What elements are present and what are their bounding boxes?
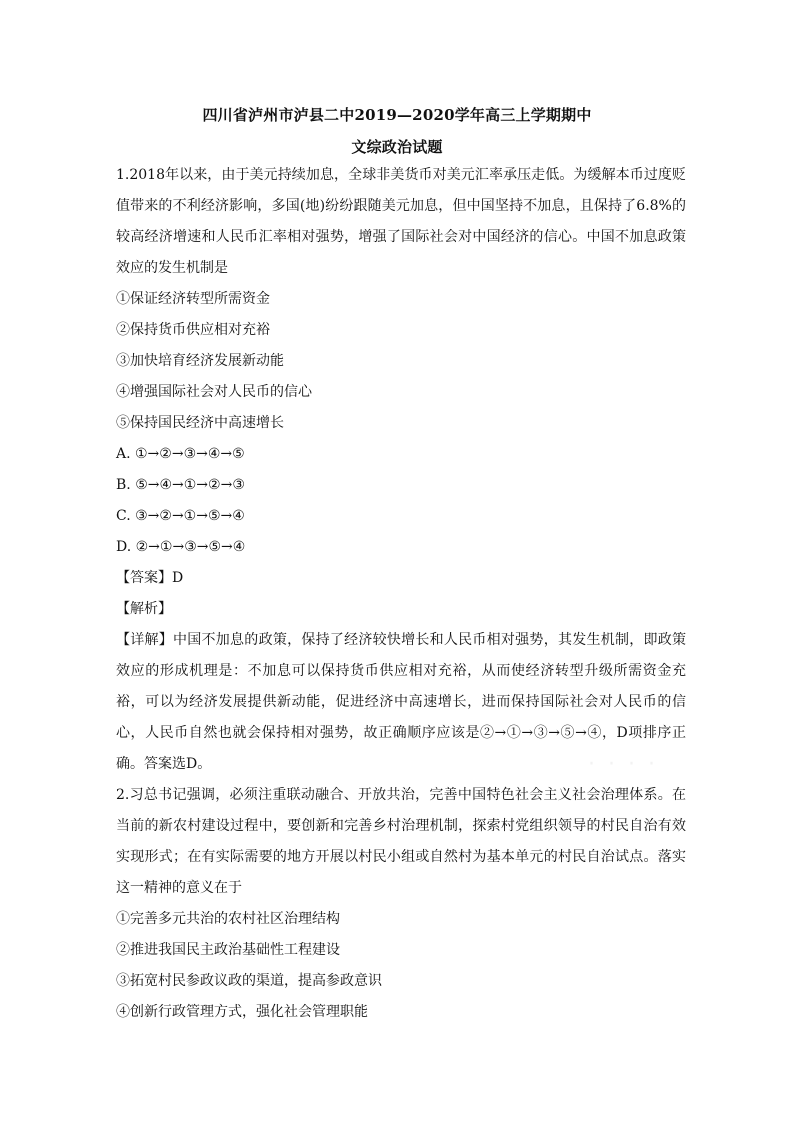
watermark: · · · · xyxy=(588,752,658,777)
question-1-option-c: C. ③→②→①→⑤→④ xyxy=(116,508,245,524)
document-title: 四川省泸州市泸县二中2019—2020学年高三上学期期中 xyxy=(202,106,592,124)
question-1-item-3: ③加快培育经济发展新动能 xyxy=(116,353,284,369)
question-1-option-b: B. ⑤→④→①→②→③ xyxy=(116,477,245,493)
question-2-item-3: ③拓宽村民参政议政的渠道，提高参政意识 xyxy=(116,973,382,989)
question-1-option-a: A. ①→②→③→④→⑤ xyxy=(116,446,245,462)
document-subtitle: 文综政治试题 xyxy=(351,138,443,156)
question-1-item-5: ⑤保持国民经济中高速增长 xyxy=(116,415,284,431)
question-2-item-4: ④创新行政管理方式，强化社会管理职能 xyxy=(116,1004,368,1020)
question-1-item-1: ①保证经济转型所需资金 xyxy=(116,291,270,307)
question-1-option-d: D. ②→①→③→⑤→④ xyxy=(116,539,246,555)
question-2-item-1: ①完善多元共治的农村社区治理结构 xyxy=(116,911,340,927)
question-1-item-4: ④增强国际社会对人民币的信心 xyxy=(116,384,312,400)
question-2-item-2: ②推进我国民主政治基础性工程建设 xyxy=(116,942,340,958)
question-1-analysis-label: 【解析】 xyxy=(116,601,172,617)
question-1-stem: 1.2018年以来，由于美元持续加息，全球非美货币对美元汇率承压走低。为缓解本币过度贬值带来的不利经济影响，多国(地)纷纷跟随美元加息，但中国坚持不加息，且保持了6.8%的较高经济增速和人民币汇率相对强势，增强了国际社会对中国经济的信心。中国不加息政策效应的发生机制是 xyxy=(116,167,686,276)
question-2-stem: 2.习总书记强调，必须注重联动融合、开放共治，完善中国特色社会主义社会治理体系。在当前的新农村建设过程中，要创新和完善乡村治理机制，探索村党组织领导的村民自治有效实现形式；在有实际需要的地方开展以村民小组或自然村为基本单元的村民自治试点。落实这一精神的意义在于 xyxy=(116,787,686,896)
question-1-detail: 【详解】中国不加息的政策，保持了经济较快增长和人民币相对强势，其发生机制，即政策效应的形成机理是：不加息可以保持货币供应相对充裕，从而使经济转型升级所需资金充裕，可以为经济发展提供新动能，促进经济中高速增长，进而保持国际社会对人民币的信心，人民币自然也就会保持相对强势，故正确顺序应该是②→①→③→⑤→④，D项排序正确。答案选D。 xyxy=(116,632,686,772)
question-1-answer: 【答案】D xyxy=(116,570,184,586)
document-body xyxy=(116,160,686,1028)
question-1-item-2: ②保持货币供应相对充裕 xyxy=(116,322,270,338)
